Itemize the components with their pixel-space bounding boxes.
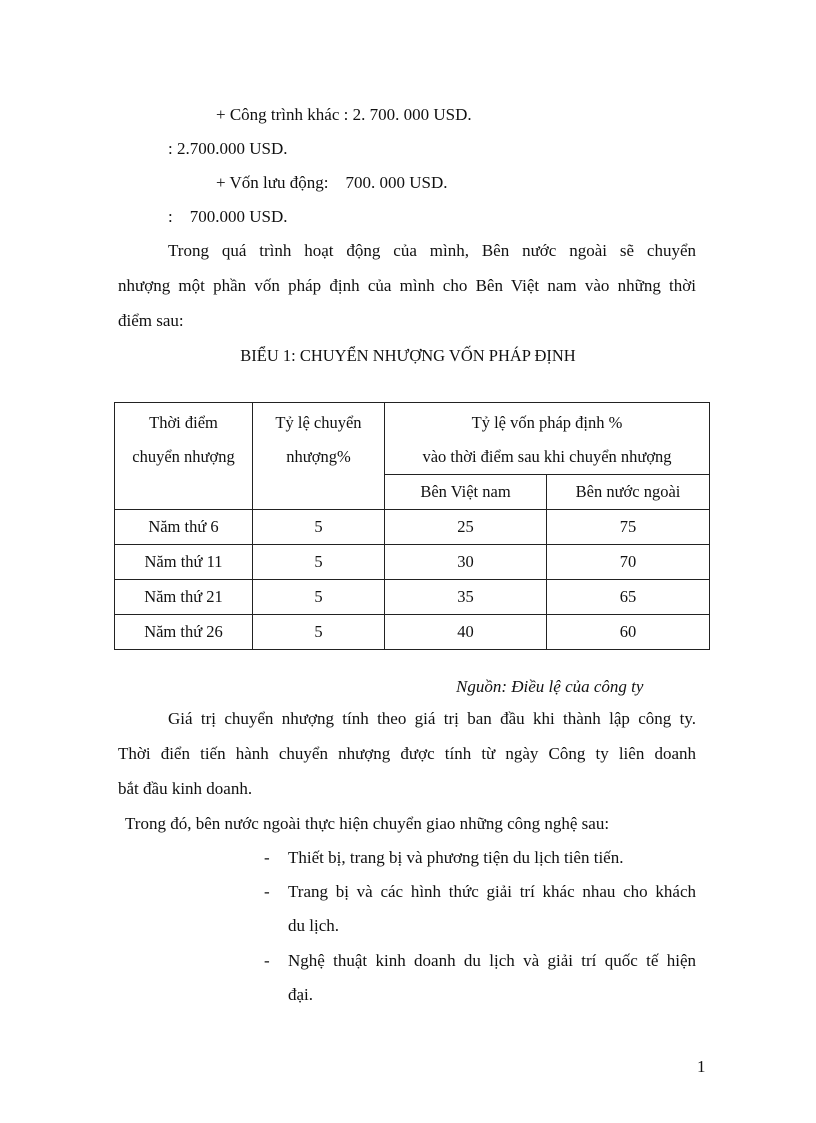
cell-rate: 5 xyxy=(253,545,385,580)
cell-period: Năm thứ 6 xyxy=(115,510,253,545)
tech-item-3-line-2: đại. xyxy=(288,985,314,1004)
table-caption: BIỂU 1: CHUYỂN NHƯỢNG VỐN PHÁP ĐỊNH xyxy=(240,346,576,365)
bullet-dash: - xyxy=(264,848,270,867)
tech-item-1: Thiết bị, trang bị và phương tiện du lịch tiên tiến. xyxy=(288,848,624,867)
cell-rate: 5 xyxy=(253,510,385,545)
valuation-paragraph-line-1: Giá trị chuyển nhượng tính theo giá trị ban đầu khi thành lập công ty. xyxy=(168,709,696,728)
valuation-paragraph-line-3: bắt đầu kinh doanh. xyxy=(118,779,253,798)
tech-item-2-line-2: du lịch. xyxy=(288,916,339,935)
table-header-row xyxy=(115,403,710,475)
tech-transfer-intro: Trong đó, bên nước ngoài thực hiện chuyển giao những công nghệ sau: xyxy=(125,814,610,833)
table-row xyxy=(115,510,710,545)
header-transfer-rate-line-2: nhượng% xyxy=(286,447,351,466)
cell-vietnam-share: 35 xyxy=(385,580,547,615)
capital-other-works: + Công trình khác : 2. 700. 000 USD. xyxy=(216,105,472,124)
page-number: 1 xyxy=(697,1057,706,1076)
intro-paragraph-line-2: nhượng một phần vốn pháp định của mình cho Bên Việt nam vào những thời xyxy=(118,276,696,295)
cell-foreign-share: 70 xyxy=(547,545,710,580)
cell-foreign-share: 75 xyxy=(547,510,710,545)
header-capital-ratio xyxy=(385,403,710,475)
transfer-schedule-table xyxy=(114,402,710,650)
tech-item-3-line-1: Nghệ thuật kinh doanh du lịch và giải trí quốc tế hiện xyxy=(288,951,696,970)
cell-period: Năm thứ 26 xyxy=(115,615,253,650)
intro-paragraph-line-1: Trong quá trình hoạt động của mình, Bên nước ngoài sẽ chuyển xyxy=(168,241,696,260)
cell-foreign-share: 65 xyxy=(547,580,710,615)
cell-rate: 5 xyxy=(253,615,385,650)
subheader-foreign-side: Bên nước ngoài xyxy=(547,475,710,510)
table-row xyxy=(115,615,710,650)
cell-period: Năm thứ 21 xyxy=(115,580,253,615)
bullet-dash: - xyxy=(264,951,270,970)
capital-working-capital-amount: : 700.000 USD. xyxy=(168,207,288,226)
cell-vietnam-share: 40 xyxy=(385,615,547,650)
header-capital-ratio-line-2: vào thời điểm sau khi chuyển nhượng xyxy=(422,447,672,466)
cell-foreign-share: 60 xyxy=(547,615,710,650)
capital-other-works-amount: : 2.700.000 USD. xyxy=(168,139,288,158)
bullet-dash: - xyxy=(264,882,270,901)
header-period-line-2: chuyển nhượng xyxy=(132,447,235,466)
table-row xyxy=(115,545,710,580)
header-transfer-rate xyxy=(253,403,385,510)
cell-vietnam-share: 30 xyxy=(385,545,547,580)
cell-period: Năm thứ 11 xyxy=(115,545,253,580)
table-source-note: Nguồn: Điều lệ của công ty xyxy=(456,677,644,696)
header-transfer-rate-line-1: Tỷ lệ chuyển xyxy=(275,413,362,432)
table-row xyxy=(115,580,710,615)
header-period xyxy=(115,403,253,510)
cell-vietnam-share: 25 xyxy=(385,510,547,545)
header-capital-ratio-line-1: Tỷ lệ vốn pháp định % xyxy=(471,413,623,432)
tech-item-2-line-1: Trang bị và các hình thức giải trí khác nhau cho khách xyxy=(288,882,696,901)
intro-paragraph-line-3: điểm sau: xyxy=(118,311,184,330)
header-period-line-1: Thời điểm xyxy=(149,413,218,432)
valuation-paragraph-line-2: Thời điển tiến hành chuyển nhượng được tính từ ngày Công ty liên doanh xyxy=(118,744,696,763)
cell-rate: 5 xyxy=(253,580,385,615)
capital-working-capital: + Vốn lưu động: 700. 000 USD. xyxy=(216,173,448,192)
subheader-vietnam-side: Bên Việt nam xyxy=(385,475,547,510)
